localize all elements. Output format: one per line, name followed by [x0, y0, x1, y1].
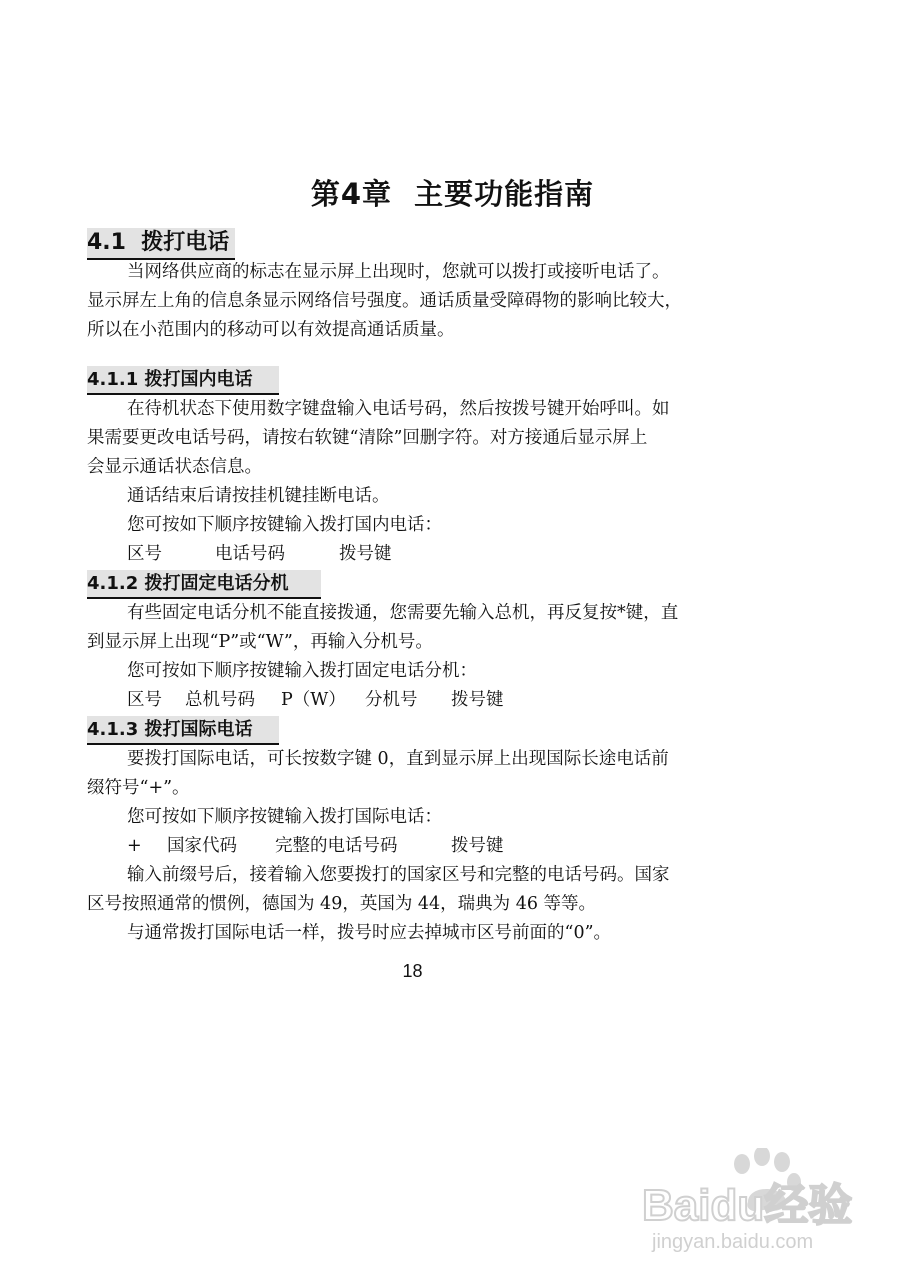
paragraph-line: 与通常拨打国际电话一样，拨号时应去掉城市区号前面的“0”。	[127, 923, 612, 943]
paragraph-line: 您可按如下顺序按键输入拨打国际电话：	[127, 807, 442, 827]
paragraph-line: 果需要更改电话号码，请按右软键“清除”回删字符。对方接通后显示屏上	[87, 428, 648, 448]
paragraph-line: 您可按如下顺序按键输入拨打固定电话分机：	[127, 661, 477, 681]
page-number: 18	[402, 961, 423, 981]
watermark-url: jingyan.baidu.com	[652, 1231, 814, 1253]
key-sequence-item: +	[127, 836, 142, 856]
chapter-title: 第4章 主要功能指南	[310, 177, 595, 211]
section-4-1-2-body	[87, 599, 743, 715]
key-sequence-item: 分机号	[365, 690, 418, 710]
paragraph-line: 缀符号“+”。	[87, 778, 190, 798]
paragraph-line: 区号按照通常的惯例，德国为 49，英国为 44，瑞典为 46 等等。	[87, 894, 597, 914]
key-sequence	[87, 832, 743, 861]
section-4-1-3-body	[87, 745, 743, 948]
paragraph-line: 您可按如下顺序按键输入拨打国内电话：	[127, 515, 442, 535]
key-sequence-item: 区号	[127, 544, 162, 564]
section-4-1-1-body	[87, 395, 743, 569]
baidu-jingyan-watermark	[630, 1148, 875, 1258]
section-heading-4-1-1: 4.1.1 拨打国内电话	[87, 366, 279, 395]
paragraph-line: 当网络供应商的标志在显示屏上出现时，您就可以拨打或接听电话了。	[127, 262, 670, 282]
section-4-1-paragraph	[87, 258, 743, 345]
key-sequence	[87, 686, 743, 715]
section-heading-4-1-3: 4.1.3 拨打国际电话	[87, 716, 279, 745]
paragraph-line: 到显示屏上出现“P”或“W”，再输入分机号。	[87, 632, 433, 652]
key-sequence-item: 拨号键	[451, 690, 504, 710]
key-sequence-item: 总机号码	[185, 690, 255, 710]
paragraph-line: 输入前缀号后，接着输入您要拨打的国家区号和完整的电话号码。国家	[127, 865, 670, 885]
key-sequence-item: 区号	[127, 690, 162, 710]
key-sequence-item: 电话号码	[215, 544, 285, 564]
paragraph-line: 所以在小范围内的移动可以有效提高通话质量。	[87, 320, 455, 340]
paragraph-line: 通话结束后请按挂机键挂断电话。	[127, 486, 390, 506]
key-sequence-item: 国家代码	[167, 836, 237, 856]
key-sequence	[87, 540, 743, 569]
key-sequence-item: 拨号键	[451, 836, 504, 856]
paragraph-line: 会显示通话状态信息。	[87, 457, 262, 477]
watermark-brand: Baidu经验	[642, 1181, 853, 1230]
section-heading-4-1-2: 4.1.2 拨打固定电话分机	[87, 570, 321, 599]
paragraph-line: 在待机状态下使用数字键盘输入电话号码，然后按拨号键开始呼叫。如	[127, 399, 670, 419]
paragraph-line: 要拨打国际电话，可长按数字键 0，直到显示屏上出现国际长途电话前	[127, 749, 669, 769]
paragraph-line: 显示屏左上角的信息条显示网络信号强度。通话质量受障碍物的影响比较大，	[87, 291, 682, 311]
section-heading-4-1: 4.1 拨打电话	[87, 228, 235, 260]
paragraph-line: 有些固定电话分机不能直接拨通，您需要先输入总机，再反复按*键，直	[127, 603, 679, 623]
key-sequence-item: 完整的电话号码	[275, 836, 398, 856]
key-sequence-item: P（W）	[281, 690, 346, 710]
key-sequence-item: 拨号键	[339, 544, 392, 564]
